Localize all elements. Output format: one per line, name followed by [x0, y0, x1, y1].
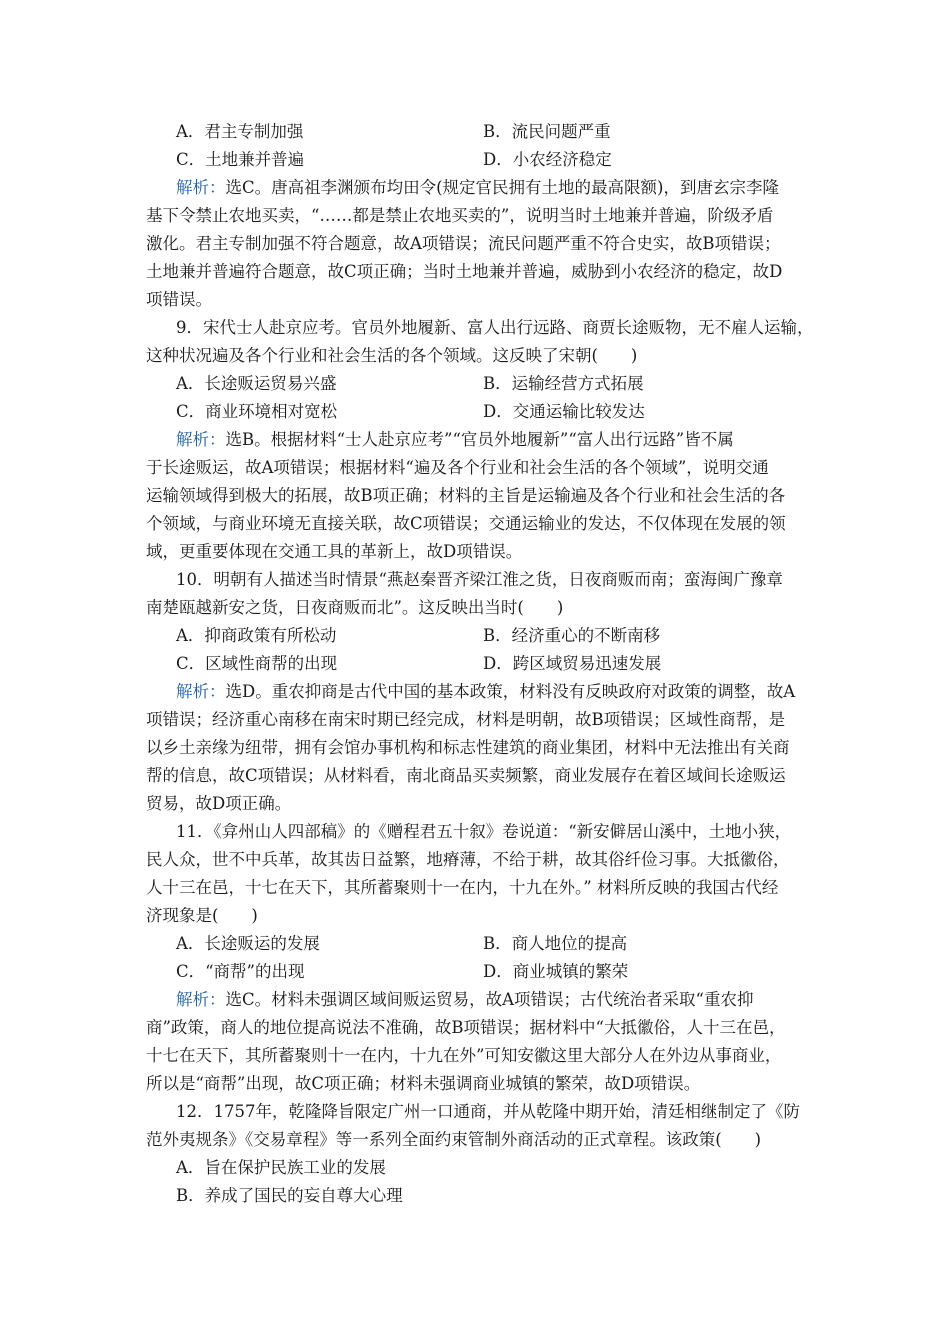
q12-option-b: B．养成了国民的妄自尊大心理 [176, 1186, 403, 1205]
q8-analysis-line-1: 解析：选C。唐高祖李渊颁布均田令(规定官民拥有土地的最高限额)，到唐玄宗李隆 [176, 178, 779, 197]
q9-analysis-line-4: 个领域，与商业环境无直接关联，故C项错误；交通运输业的发达，不仅体现在发展的领 [146, 514, 786, 533]
q11-option-b: B．商人地位的提高 [483, 934, 628, 953]
q10-analysis-line-4: 帮的信息，故C项错误；从材料看，南北商品买卖频繁，商业发展存在着区域间长途贩运 [146, 766, 786, 785]
q10-analysis-line-2: 项错误；经济重心南移在南宋时期已经完成，材料是明朝，故B项错误；区域性商帮，是 [146, 710, 786, 729]
q9-analysis-line-3: 运输领域得到极大的拓展，故B项正确；材料的主旨是运输遍及各个行业和社会生活的各 [146, 486, 786, 505]
q8-option-b: B．流民问题严重 [483, 122, 611, 141]
q8-analysis-line-3: 激化。君主专制加强不符合题意，故A项错误；流民问题严重不符合史实，故B项错误； [146, 234, 781, 253]
q10-analysis-line-3: 以乡土亲缘为纽带，拥有会馆办事机构和标志性建筑的商业集团，材料中无法推出有关商 [146, 738, 790, 757]
q10-option-c: C．区域性商帮的出现 [176, 654, 338, 673]
q10-analysis-label: 解析： [176, 682, 226, 701]
q9-analysis-label: 解析： [176, 430, 226, 449]
q10-analysis-line-1: 解析：选D。重农抑商是古代中国的基本政策，材料没有反映政府对政策的调整，故A [176, 682, 796, 701]
q12-stem-line-1: 12．1757年，乾隆降旨限定广州一口通商，并从乾隆中期开始，清廷相继制定了《防 [176, 1102, 800, 1121]
q11-stem-line-4: 济现象是( ) [146, 906, 258, 925]
q10-option-a: A．抑商政策有所松动 [176, 626, 337, 645]
q11-option-d: D．商业城镇的繁荣 [483, 962, 629, 981]
q8-option-c: C．土地兼并普遍 [176, 150, 305, 169]
q9-analysis-line-5: 域，更重要体现在交通工具的革新上，故D项错误。 [146, 542, 523, 561]
q8-analysis-line-5: 项错误。 [146, 290, 212, 309]
q9-stem-line-1: 9．宋代士人赴京应考。官员外地履新、富人出行远路、商贾长途贩物，无不雇人运输， [176, 318, 814, 337]
q8-analysis-line-4: 土地兼并普遍符合题意，故C项正确；当时土地兼并普遍，威胁到小农经济的稳定，故D [146, 262, 783, 281]
q8-analysis-line-2: 基下令禁止农地买卖，“……都是禁止农地买卖的”，说明当时土地兼并普遍，阶级矛盾 [146, 206, 774, 225]
q10-option-d: D．跨区域贸易迅速发展 [483, 654, 662, 673]
q11-option-c: C．“商帮”的出现 [176, 962, 305, 981]
q9-option-c: C．商业环境相对宽松 [176, 402, 338, 421]
q12-stem-line-2: 范外夷规条》《交易章程》等一系列全面约束管制外商活动的正式章程。该政策( ) [146, 1130, 762, 1149]
q11-stem-line-2: 民人众，世不中兵革，故其齿日益繁，地瘠薄，不给于耕，故其俗纤俭习事。大抵徽俗， [146, 850, 790, 869]
q8-analysis-label: 解析： [176, 178, 226, 197]
q8-option-d: D．小农经济稳定 [483, 150, 612, 169]
q9-stem-line-2: 这种状况遍及各个行业和社会生活的各个领域。这反映了宋朝( ) [146, 346, 638, 365]
q10-stem-line-2: 南楚瓯越新安之货，日夜商贩而北”。这反映出当时( ) [146, 598, 564, 617]
q11-analysis-line-2: 商”政策，商人的地位提高说法不准确，故B项错误；据材料中“大抵徽俗，人十三在邑， [146, 1018, 786, 1037]
q10-analysis-line-5: 贸易，故D项正确。 [146, 794, 292, 813]
q9-analysis-line-1: 解析：选B。根据材料“士人赴京应考”“官员外地履新”“富人出行远路”皆不属 [176, 430, 734, 449]
q10-stem-line-1: 10．明朝有人描述当时情景“燕赵秦晋齐梁江淮之货，日夜商贩而南；蛮海闽广豫章 [176, 570, 783, 589]
q9-analysis-line-2: 于长途贩运，故A项错误；根据材料“遍及各个行业和社会生活的各个领域”，说明交通 [146, 458, 769, 477]
q11-analysis-line-1: 解析：选C。材料未强调区域间贩运贸易，故A项错误；古代统治者采取“重农抑 [176, 990, 754, 1009]
q9-option-a: A．长途贩运贸易兴盛 [176, 374, 337, 393]
q9-option-d: D．交通运输比较发达 [483, 402, 645, 421]
q11-analysis-label: 解析： [176, 990, 226, 1009]
q11-stem-line-1: 11．《弇州山人四部稿》的《赠程君五十叙》卷说道：“新安僻居山溪中，土地小狭， [176, 822, 792, 841]
q11-analysis-line-4: 所以是“商帮”出现，故C项正确；材料未强调商业城镇的繁荣，故D项错误。 [146, 1074, 701, 1093]
q11-option-a: A．长途贩运的发展 [176, 934, 320, 953]
q12-option-a: A．旨在保护民族工业的发展 [176, 1158, 386, 1177]
q11-stem-line-3: 人十三在邑，十七在天下，其所蓄聚则十一在内，十九在外。” 材料所反映的我国古代经 [146, 878, 779, 897]
q10-option-b: B．经济重心的不断南移 [483, 626, 661, 645]
q11-analysis-line-3: 十七在天下，其所蓄聚则十一在内，十九在外”可知安徽这里大部分人在外边从事商业， [146, 1046, 782, 1065]
q8-option-a: A．君主专制加强 [176, 122, 304, 141]
q9-option-b: B．运输经营方式拓展 [483, 374, 644, 393]
